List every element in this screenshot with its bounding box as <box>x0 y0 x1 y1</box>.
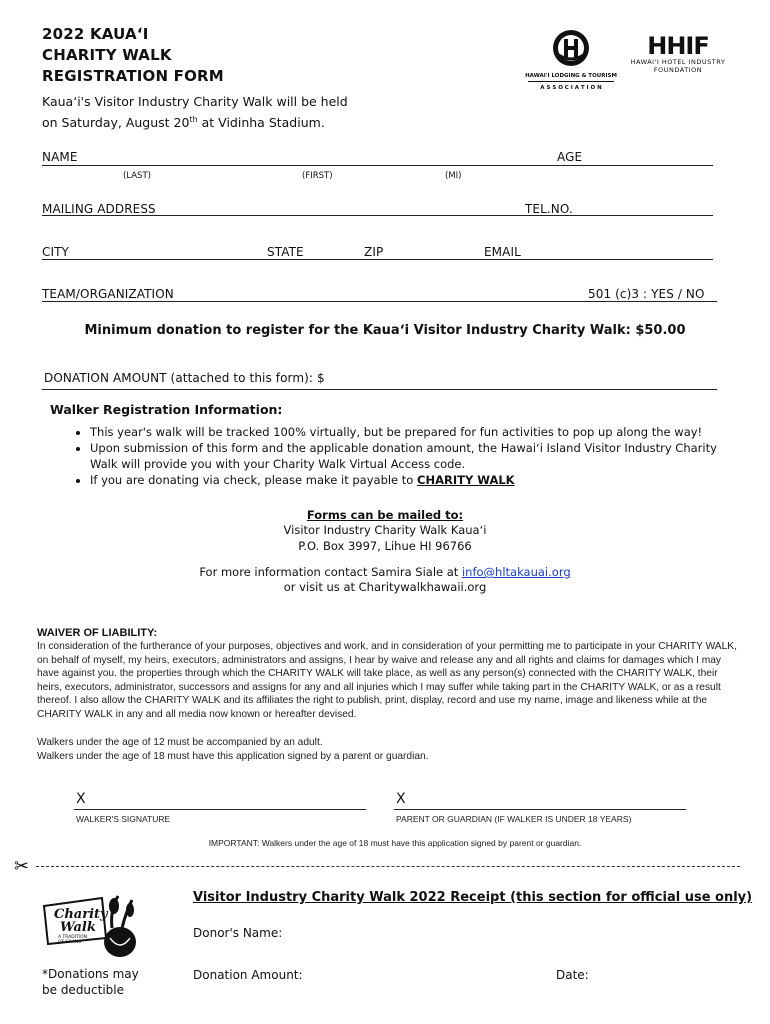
hlta-assoc: A S S O C I A T I O N <box>540 85 602 91</box>
logo-tag-2: OF GIVING <box>58 940 82 945</box>
form-title <box>42 24 224 87</box>
donation-amount-field[interactable] <box>42 389 717 390</box>
deductible-note <box>42 966 139 998</box>
deductible-line-2: be deductible <box>42 983 125 997</box>
logo-word-walk: Walk <box>60 920 96 935</box>
donation-amount-receipt-label: Donation Amount: <box>193 968 303 982</box>
title-line-3: REGISTRATION FORM <box>42 67 224 85</box>
mail-heading-text: Forms can be mailed to: <box>306 508 464 522</box>
mi-sublabel: (MI) <box>445 171 462 181</box>
title-line-2: CHARITY WALK <box>42 46 172 64</box>
walker-signature-field[interactable] <box>74 809 366 810</box>
charity-walk-logo <box>40 890 138 960</box>
hhif-mark: HHIF <box>647 32 709 60</box>
contact-line <box>0 564 770 580</box>
mail-heading <box>0 507 770 523</box>
team-field[interactable] <box>42 301 717 302</box>
title-line-1: 2022 KAUAʻI <box>42 25 149 43</box>
receipt-heading: Visitor Industry Charity Walk 2022 Receipt (this section for official use only) <box>193 890 753 905</box>
parent-signature-label: PARENT OR GUARDIAN (IF WALKER IS UNDER 18 YEARS) <box>396 814 632 824</box>
mail-line-2: P.O. Box 3997, Lihue HI 96766 <box>298 539 472 553</box>
intro-sup: th <box>189 115 198 124</box>
mailing-address-label: MAILING ADDRESS <box>42 202 156 216</box>
c3-label[interactable]: 501 (c)3 : YES / NO <box>588 287 705 301</box>
parent-signature-field[interactable] <box>394 809 686 810</box>
state-label: STATE <box>267 245 304 259</box>
minimum-donation: Minimum donation to register for the Kauaʻi Visitor Industry Charity Walk: $50.00 <box>84 323 686 338</box>
intro-venue: at Vidinha Stadium. <box>197 115 325 131</box>
mailing-address-field[interactable] <box>42 215 713 216</box>
hlta-emblem-icon <box>551 28 591 68</box>
last-sublabel: (LAST) <box>123 171 151 181</box>
list-item: • This year's walk will be tracked 100% virtually, but be prepared for fun activities to pop up along the way! <box>90 424 740 440</box>
waiver-text: In consideration of the furtherance of your purposes, objectives and work, and in consideration of your permitting me to participate in your CHARITY WALK, on behalf of myself, my heirs, executors, administrators and assigns, I hear by waive and release any and all rights and claims for damages which I may have against you. the properties through which the CHARITY WALK will take place, as well as any person(s) connected with the CHARITY WALK, their heirs, executors, administrator, successors and assigns for any and all injuries which I may suffer while taking part in the CHARITY WALK, or as a result thereof. I also allow the CHARITY WALK and its affiliates the right to publish, print, display, record and use my name, image and likeness while at the CHARITY WALK in any and all media now known or hereafter devised. <box>37 641 737 720</box>
zip-label: ZIP <box>364 245 384 259</box>
age-label: AGE <box>557 150 583 164</box>
parent-signature-x: X <box>396 791 406 807</box>
date-label: Date: <box>556 968 589 982</box>
tel-label: TEL.NO. <box>525 202 573 216</box>
intro-date: on Saturday, August 20 <box>42 115 190 131</box>
cut-line <box>36 866 740 867</box>
minor-rule-12: Walkers under the age of 12 must be accompanied by an adult. <box>37 737 323 748</box>
deductible-line-1: *Donations may <box>42 967 139 981</box>
first-sublabel: (FIRST) <box>302 171 333 181</box>
important-note: IMPORTANT: Walkers under the age of 18 must have this application signed by parent or guardian. <box>208 838 582 848</box>
hlta-name: HAWAI'I LODGING & TOURISM <box>525 73 617 79</box>
city-label: CITY <box>42 245 69 259</box>
waiver-heading: WAIVER OF LIABILITY: <box>37 627 158 639</box>
walker-signature-x: X <box>76 791 86 807</box>
name-label: NAME <box>42 150 78 164</box>
mail-line-1: Visitor Industry Charity Walk Kauaʻi <box>283 523 487 537</box>
walker-signature-label: WALKER'S SIGNATURE <box>76 814 171 824</box>
list-item <box>90 472 740 488</box>
intro-text <box>42 93 348 132</box>
check-payable-text: If you are donating via check, please make it payable to <box>90 473 417 487</box>
scissors-icon: ✂ <box>14 856 30 877</box>
donor-name-label: Donor's Name: <box>193 926 283 940</box>
hhif-name-2: FOUNDATION <box>653 66 703 74</box>
website-line: or visit us at Charitywalkhawaii.org <box>283 580 487 594</box>
minor-rules <box>37 736 429 763</box>
walker-info-heading: Walker Registration Information: <box>50 402 283 417</box>
intro-line-2 <box>42 111 348 132</box>
logo-word-charity: Charity <box>54 907 108 922</box>
logo-tag-1: A TRADITION <box>58 935 88 940</box>
contact-text: For more information contact Samira Siale at <box>199 565 462 579</box>
email-label: EMAIL <box>484 245 521 259</box>
name-field[interactable] <box>42 165 713 166</box>
city-field[interactable] <box>42 259 713 260</box>
intro-line-1: Kauaʻi's Visitor Industry Charity Walk will be held <box>42 94 348 109</box>
minor-rule-18: Walkers under the age of 18 must have this application signed by a parent or guardian. <box>37 750 429 762</box>
payee-name: CHARITY WALK <box>417 473 515 487</box>
team-label: TEAM/ORGANIZATION <box>42 287 174 301</box>
hhif-name-1: HAWAI'I HOTEL INDUSTRY <box>630 58 726 66</box>
contact-email-link[interactable]: info@hltakauai.org <box>461 565 571 579</box>
walker-info-list <box>66 424 740 488</box>
list-item: • Upon submission of this form and the applicable donation amount, the Hawaiʻi Island Visitor Industry Charity Walk will provide you with your Charity Walk Virtual Access code. <box>90 440 740 472</box>
hhif-logo <box>628 34 728 74</box>
hlta-logo <box>524 28 618 91</box>
donation-amount-label: DONATION AMOUNT (attached to this form): $ <box>44 371 325 385</box>
